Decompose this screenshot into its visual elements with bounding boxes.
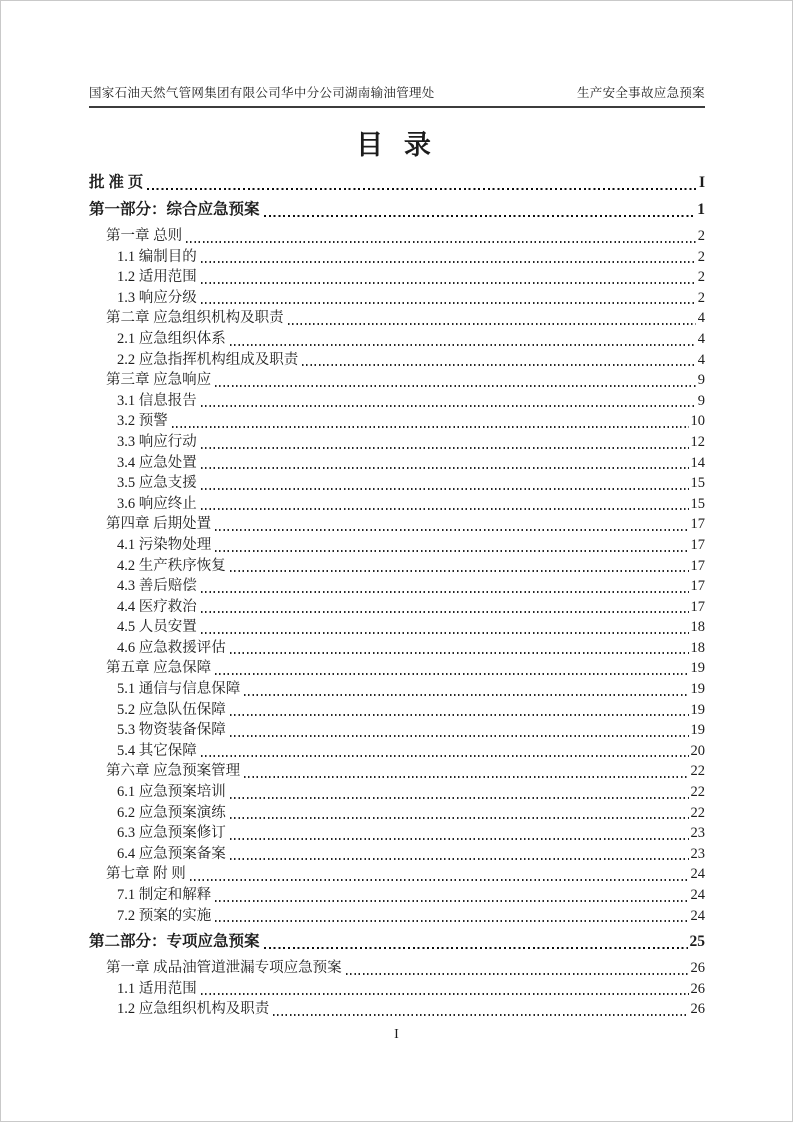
- toc-dot-leader: [201, 632, 689, 634]
- toc-entry: [89, 308, 705, 329]
- toc-dot-leader: [302, 364, 696, 366]
- page-footer: [1, 1027, 792, 1043]
- toc-entry-page: 4: [697, 310, 705, 327]
- toc-dot-leader: [215, 550, 688, 552]
- toc-entry-title: 第二部分：专项应急预案: [89, 933, 260, 951]
- toc-dot-leader: [215, 900, 688, 902]
- toc-dot-leader: [201, 405, 696, 407]
- header-left-text: 国家石油天然气管网集团有限公司华中分公司湖南输油管理处: [89, 86, 435, 100]
- toc-entry: [89, 535, 705, 556]
- toc-entry-page: 18: [690, 639, 705, 656]
- toc-entry-title: 4.1 污染物处理: [117, 536, 212, 553]
- toc-entry-page: 2: [697, 228, 705, 244]
- header-right-text: 生产安全事故应急预案: [576, 86, 705, 100]
- toc-entry-page: 23: [690, 825, 705, 842]
- toc-entry-title: 第四章 后期处置: [106, 516, 212, 533]
- toc-dot-leader: [201, 993, 689, 995]
- toc-entry-page: 12: [690, 433, 705, 450]
- toc-entry: [89, 247, 705, 268]
- footer-page-number: I: [394, 1027, 399, 1042]
- toc-entry-title: 3.3 响应行动: [117, 433, 197, 450]
- toc-entry: [89, 741, 705, 762]
- toc-dot-leader: [230, 570, 689, 572]
- toc-entry-page: 19: [690, 660, 705, 677]
- toc-entry-title: 第七章 附 则: [106, 866, 186, 883]
- toc-entry: [89, 803, 705, 824]
- toc-entry-title: 3.6 响应终止: [117, 495, 197, 512]
- toc-entry: [89, 199, 705, 221]
- toc-dot-leader: [172, 426, 689, 428]
- toc-entry-page: 24: [690, 866, 705, 883]
- toc-entry-title: 第六章 应急预案管理: [106, 763, 241, 780]
- toc-entry-title: 4.2 生产秩序恢复: [117, 557, 226, 574]
- toc-dot-leader: [230, 735, 689, 737]
- toc-dot-leader: [201, 755, 689, 757]
- toc-entry-page: 1: [697, 201, 705, 218]
- toc-dot-leader: [190, 879, 689, 881]
- toc-entry: [89, 979, 705, 1000]
- toc-entry: [89, 782, 705, 803]
- toc-entry-page: 19: [690, 722, 705, 739]
- toc-entry-title: 5.2 应急队伍保障: [117, 701, 226, 718]
- toc-dot-leader: [201, 261, 696, 263]
- toc-entry-title: 第一部分：综合应急预案: [89, 201, 260, 218]
- toc-entry-title: 1.2 适用范围: [117, 269, 197, 286]
- toc-entry: [89, 370, 705, 391]
- toc-dot-leader: [244, 776, 688, 778]
- toc-dot-leader: [215, 385, 696, 387]
- toc-entry: [89, 494, 705, 515]
- toc-entry-page: 19: [690, 681, 705, 698]
- toc-entry: [89, 958, 705, 979]
- toc-entry-title: 6.2 应急预案演练: [117, 804, 226, 821]
- toc-entry-title: 6.3 应急预案修订: [117, 825, 226, 842]
- toc-entry-title: 1.3 响应分级: [117, 289, 197, 306]
- toc-entry-page: 19: [690, 701, 705, 718]
- toc-entry-title: 3.1 信息报告: [117, 392, 197, 409]
- toc-entry-title: 3.5 应急支援: [117, 475, 197, 492]
- toc-dot-leader: [201, 302, 696, 304]
- toc-dot-leader: [147, 188, 697, 191]
- toc-entry-page: 22: [690, 804, 705, 821]
- toc-entry-title: 5.4 其它保障: [117, 742, 197, 759]
- toc-entry-title: 3.2 预警: [117, 413, 168, 430]
- toc-entry-page: 2: [697, 248, 705, 265]
- page-header: [89, 83, 705, 108]
- toc-entry-title: 4.4 医疗救治: [117, 598, 197, 615]
- toc-entry-title: 4.5 人员安置: [117, 619, 197, 636]
- toc-dot-leader: [201, 591, 689, 593]
- toc-entry: [89, 679, 705, 700]
- toc-dot-leader: [201, 508, 689, 510]
- toc-dot-leader: [201, 447, 689, 449]
- toc-entry: [89, 514, 705, 535]
- toc-dot-leader: [230, 858, 689, 860]
- toc-entry-page: 18: [690, 619, 705, 636]
- toc-entry-title: 7.2 预案的实施: [117, 907, 212, 924]
- toc-entry-title: 第一章 成品油管道泄漏专项应急预案: [106, 960, 342, 977]
- toc-entry: [89, 931, 705, 953]
- toc-entry-title: 第二章 应急组织机构及职责: [106, 310, 284, 327]
- toc-entry-page: 4: [697, 351, 705, 368]
- toc-entry-page: 17: [690, 578, 705, 595]
- toc-entry: [89, 453, 705, 474]
- toc-entry-page: 2: [697, 289, 705, 306]
- toc-entry-page: 17: [690, 536, 705, 553]
- toc-dot-leader: [346, 973, 689, 975]
- toc-entry: [89, 700, 705, 721]
- toc-entry-title: 第三章 应急响应: [106, 372, 212, 389]
- toc-entry: [89, 288, 705, 309]
- toc-entry-title: 1.1 适用范围: [117, 980, 197, 997]
- toc-dot-leader: [230, 652, 689, 654]
- page-content: [1, 1, 792, 1121]
- toc-entry-page: 17: [690, 516, 705, 533]
- toc-entry: [89, 906, 705, 927]
- toc-entry-title: 6.4 应急预案备案: [117, 845, 226, 862]
- toc-dot-leader: [264, 215, 696, 218]
- toc-list: [89, 172, 705, 1020]
- toc-entry: [89, 432, 705, 453]
- toc-entry: [89, 617, 705, 638]
- toc-dot-leader: [215, 920, 688, 922]
- toc-dot-leader: [230, 797, 689, 799]
- toc-entry: [89, 885, 705, 906]
- toc-entry-title: 2.1 应急组织体系: [117, 330, 226, 347]
- toc-dot-leader: [201, 611, 689, 613]
- toc-entry-page: 14: [690, 454, 705, 471]
- toc-entry-page: 22: [690, 784, 705, 801]
- toc-dot-leader: [215, 529, 688, 531]
- toc-dot-leader: [244, 694, 688, 696]
- toc-entry: [89, 226, 705, 247]
- toc-entry-title: 5.3 物资装备保障: [117, 722, 226, 739]
- toc-entry-page: 26: [690, 1001, 705, 1018]
- toc-entry: [89, 597, 705, 618]
- toc-entry-title: 1.2 应急组织机构及职责: [117, 1001, 270, 1018]
- toc-dot-leader: [230, 344, 696, 346]
- toc-entry-page: 2: [697, 269, 705, 286]
- toc-entry: [89, 329, 705, 350]
- toc-dot-leader: [186, 241, 696, 243]
- toc-entry: [89, 844, 705, 865]
- toc-entry-page: 10: [690, 413, 705, 430]
- toc-dot-leader: [230, 817, 689, 819]
- toc-dot-leader: [230, 714, 689, 716]
- toc-entry: [89, 823, 705, 844]
- toc-entry: [89, 411, 705, 432]
- toc-entry: [89, 172, 705, 194]
- toc-title: 目 录: [356, 130, 438, 160]
- toc-entry-page: 17: [690, 557, 705, 574]
- toc-entry-page: 26: [690, 980, 705, 997]
- toc-entry: [89, 761, 705, 782]
- toc-dot-leader: [201, 467, 689, 469]
- toc-entry-page: 22: [690, 763, 705, 780]
- toc-entry-title: 3.4 应急处置: [117, 454, 197, 471]
- toc-entry-title: 第一章 总则: [106, 228, 183, 244]
- toc-entry: [89, 473, 705, 494]
- toc-entry-title: 第五章 应急保障: [106, 660, 212, 677]
- toc-dot-leader: [201, 488, 689, 490]
- toc-entry-page: 23: [690, 845, 705, 862]
- toc-entry: [89, 638, 705, 659]
- toc-dot-leader: [273, 1014, 688, 1016]
- toc-entry-title: 2.2 应急指挥机构组成及职责: [117, 351, 299, 368]
- toc-entry: [89, 350, 705, 371]
- toc-entry: [89, 267, 705, 288]
- toc-entry: [89, 576, 705, 597]
- toc-entry-title: 1.1 编制目的: [117, 248, 197, 265]
- toc-entry-page: 24: [690, 887, 705, 903]
- toc-entry-page: 9: [697, 372, 705, 389]
- toc-dot-leader: [288, 323, 696, 325]
- toc-dot-leader: [230, 838, 689, 840]
- toc-entry: [89, 720, 705, 741]
- toc-entry: [89, 658, 705, 679]
- toc-dot-leader: [201, 282, 696, 284]
- toc-entry: [89, 999, 705, 1020]
- toc-entry-page: I: [698, 174, 705, 191]
- toc-entry-title: 批 准 页: [89, 174, 144, 191]
- toc-entry-page: 24: [690, 907, 705, 924]
- toc-entry-page: 9: [697, 392, 705, 409]
- toc-entry: [89, 391, 705, 412]
- toc-entry: [89, 864, 705, 885]
- toc-dot-leader: [264, 947, 688, 950]
- toc-entry-title: 7.1 制定和解释: [117, 887, 212, 903]
- toc-entry-page: 25: [689, 933, 705, 951]
- toc-entry-page: 4: [697, 330, 705, 347]
- toc-entry-page: 20: [690, 742, 705, 759]
- toc-entry-title: 4.6 应急救援评估: [117, 639, 226, 656]
- toc-entry-page: 17: [690, 598, 705, 615]
- toc-entry-title: 6.1 应急预案培训: [117, 784, 226, 801]
- toc-entry-page: 15: [690, 495, 705, 512]
- toc-entry: [89, 556, 705, 577]
- toc-entry-title: 4.3 善后赔偿: [117, 578, 197, 595]
- toc-entry-title: 5.1 通信与信息保障: [117, 681, 241, 698]
- toc-dot-leader: [215, 673, 688, 675]
- toc-entry-page: 26: [690, 960, 705, 977]
- toc-entry-page: 15: [690, 475, 705, 492]
